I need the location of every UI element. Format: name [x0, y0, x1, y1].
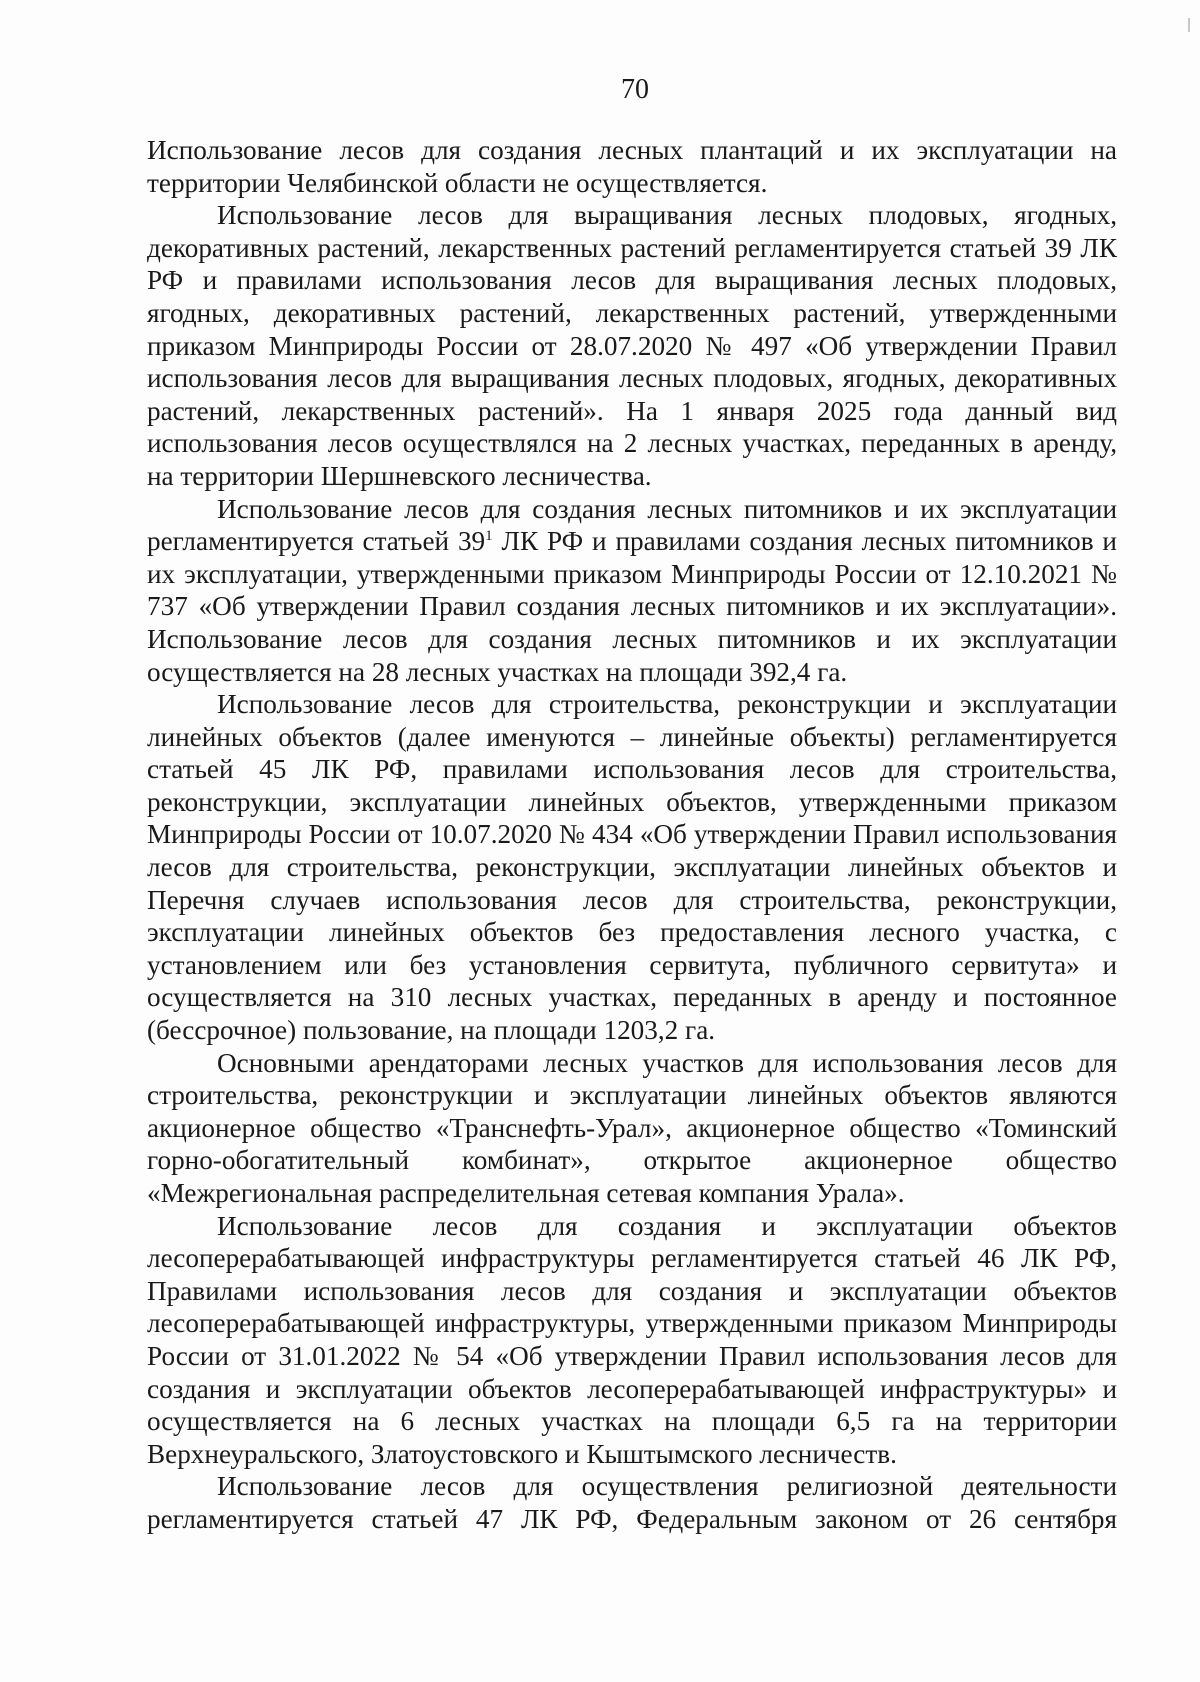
- paragraph-linear-objects: Использование лесов для строительства, реконструкции и эксплуатации линейных объектов (далее именуются – линейные объекты) регламентируется статьей 45 ЛК РФ, правилами использования лесов для строительства, реконструкции, эксплуатации линейных объектов, утвержденными приказом Минприроды России от 10.07.2020 № 434 «Об утверждении Правил использования лесов для строительства, реконструкции, эксплуатации линейных объектов и Перечня случаев использования лесов для строительства, реконструкции, эксплуатации линейных объектов без предоставления лесного участка, с установлением или без установления сервитута, публичного сервитута» и осуществляется на 310 лесных участках, переданных в аренду и постоянное (бессрочное) пользование, на площади 1203,2 га.: [147, 689, 1117, 1046]
- page-number: 70: [621, 74, 649, 105]
- paragraph-forest-nurseries-text-start: Использование лесов для создания лесных питомников и их эксплуатации регламентируется статьей 39: [147, 493, 1117, 557]
- paragraph-wood-processing-infrastructure: Использование лесов для создания и эксплуатации объектов лесоперерабатывающей инфраструктуры регламентируется статьей 46 ЛК РФ, Правилами использования лесов для создания и эксплуатации объектов лесоперерабатывающей инфраструктуры, утвержденными приказом Минприроды России от 31.01.2022 № 54 «Об утверждении Правил использования лесов для создания и эксплуатации объектов лесоперерабатывающей инфраструктуры» и осуществляется на 6 лесных участках на площади 6,5 га на территории Верхнеуральского, Златоустовского и Кыштымского лесничеств.: [147, 1210, 1117, 1469]
- paragraph-forest-nurseries: [147, 493, 1117, 689]
- scan-edge-mark: [1188, 18, 1190, 32]
- paragraph-main-tenants: Основными арендаторами лесных участков для использования лесов для строительства, реконструкции и эксплуатации линейных объектов являются акционерное общество «Транснефть-Урал», акционерное общество «Томинский горно-обогатительный комбинат», открытое акционерное общество «Межрегиональная распределительная сетевая компания Урала».: [147, 1047, 1117, 1208]
- document-body: [147, 134, 1117, 1536]
- paragraph-fruit-berry-plants: Использование лесов для выращивания лесных плодовых, ягодных, декоративных растений, лекарственных растений регламентируется статьей 39 ЛК РФ и правилами использования лесов для выращивания лесных плодовых, ягодных, декоративных растений, лекарственных растений, утвержденными приказом Минприроды России от 28.07.2020 № 497 «Об утверждении Правил использования лесов для выращивания лесных плодовых, ягодных, декоративных растений, лекарственных растений». На 1 января 2025 года данный вид использования лесов осуществлялся на 2 лесных участках, переданных в аренду, на территории Шершневского лесничества.: [147, 200, 1117, 491]
- paragraph-forest-plantations: Использование лесов для создания лесных плантаций и их эксплуатации на территории Челябинской области не осуществляется.: [147, 135, 1117, 198]
- superscript-article-index: 1: [485, 528, 493, 545]
- paragraph-forest-nurseries-text-end: ЛК РФ и правилами создания лесных питомников и их эксплуатации, утвержденными приказом Минприроды России от 12.10.2021 № 737 «Об утверждении Правил создания лесных питомников и их эксплуатации». Использование лесов для создания лесных питомников и их эксплуатации осуществляется на 28 лесных участках на площади 392,4 га.: [147, 526, 1117, 687]
- paragraph-religious-activity: Использование лесов для осуществления религиозной деятельности регламентируется статьей 47 ЛК РФ, Федеральным законом от 26 сентября: [147, 1471, 1117, 1534]
